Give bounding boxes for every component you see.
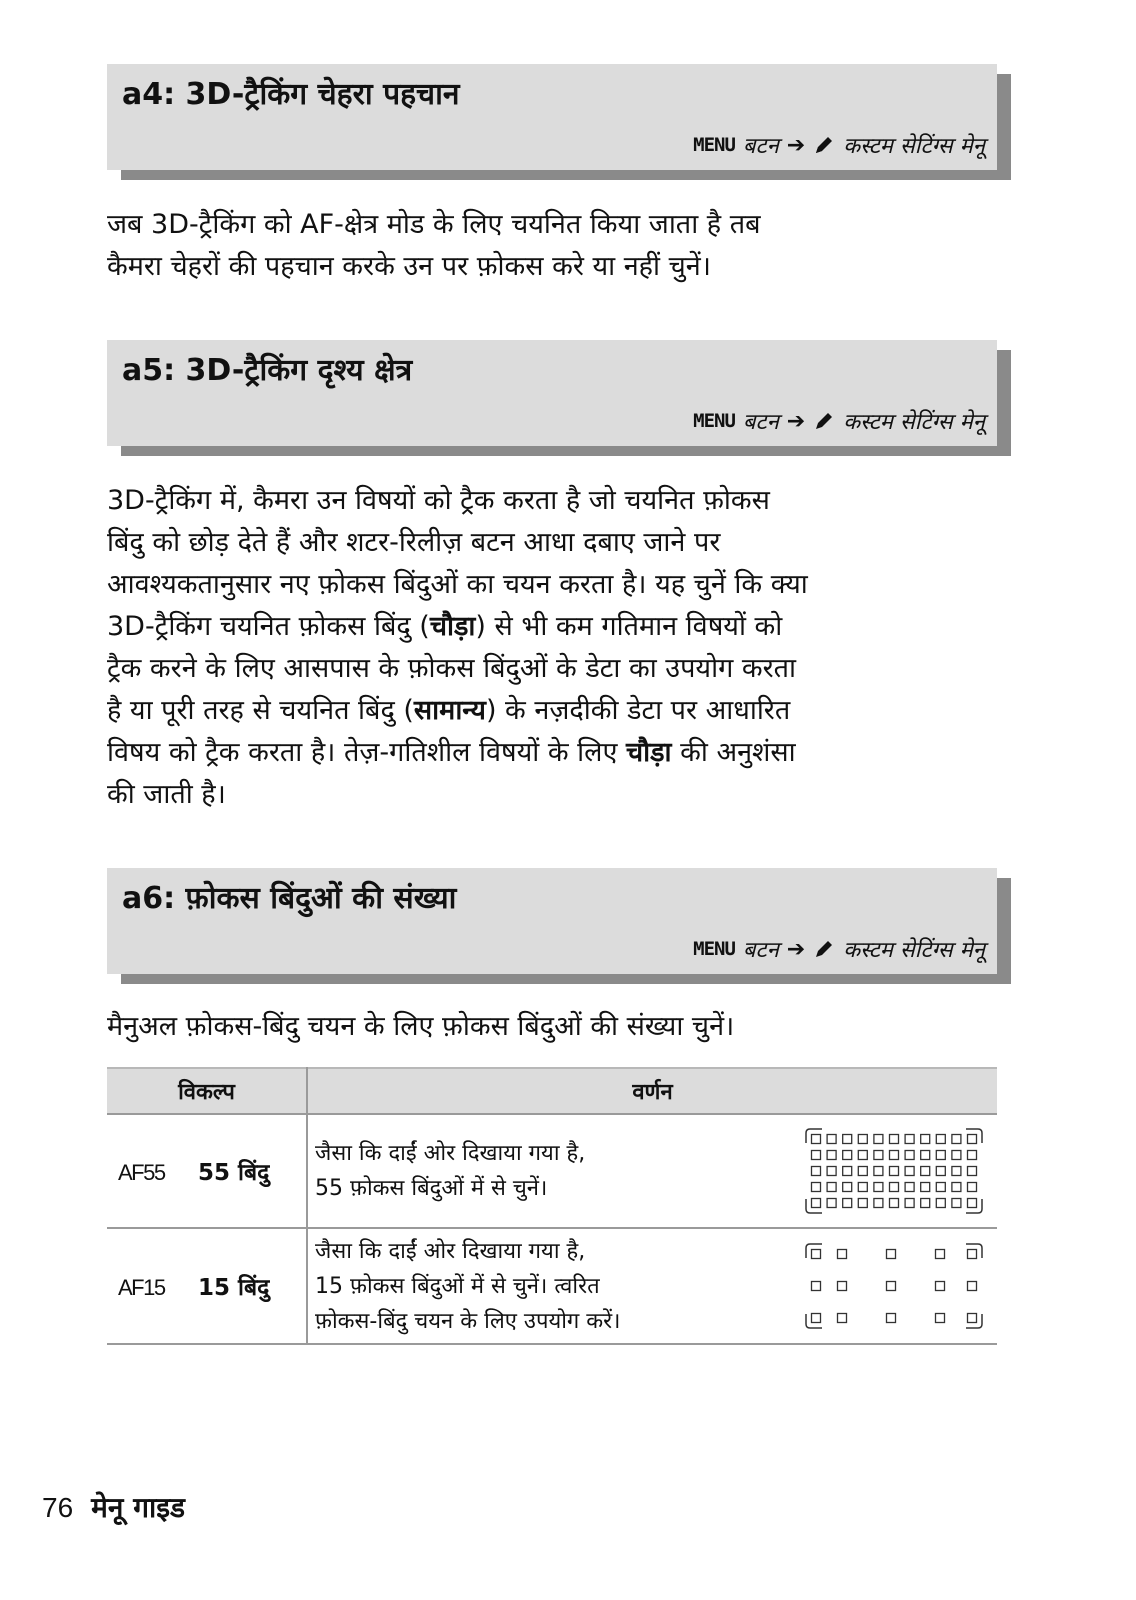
custom-settings-menu-label: कस्टम सेटिंग्स मेनू	[843, 134, 985, 159]
focus-point	[858, 1135, 867, 1144]
focus-point	[921, 1167, 930, 1176]
section-body-a4	[107, 204, 1007, 288]
viewfinder-bracket	[806, 1199, 822, 1213]
focus-point	[890, 1135, 899, 1144]
menu-key-label: MENU	[693, 134, 735, 156]
description-cell	[307, 1114, 795, 1228]
body-line: ट्रैक करने के लिए आसपास के फ़ोकस बिंदुओं के डेटा का उपयोग करता	[107, 653, 797, 684]
description-line: 55 फ़ोकस बिंदुओं में से चुनें।	[315, 1176, 548, 1201]
body-line: बिंदु को छोड़ देते हैं और शटर-रिलीज़ बटन आधा दबाए जाने पर	[107, 527, 721, 558]
body-line: जब 3D-ट्रैकिंग को AF-क्षेत्र मोड के लिए चयनित किया जाता है तब	[107, 209, 761, 240]
description-line: जैसा कि दाईं ओर दिखाया गया है,	[315, 1238, 586, 1264]
pencil-icon	[813, 134, 835, 156]
option-normal: सामान्य	[413, 695, 486, 726]
arrow-icon: ➔	[786, 936, 806, 962]
header-box	[107, 64, 997, 170]
viewfinder-bracket	[966, 1314, 982, 1328]
focus-point	[968, 1282, 977, 1291]
custom-settings-menu-label: कस्टम सेटिंग्स मेनू	[843, 938, 985, 963]
focus-point	[936, 1183, 945, 1192]
options-table	[107, 1067, 997, 1345]
description-cell	[307, 1228, 795, 1344]
body-line: आवश्यकतानुसार नए फ़ोकस बिंदुओं का चयन करता है। यह चुनें कि क्या	[107, 569, 808, 600]
focus-point	[968, 1199, 977, 1208]
focus-point	[827, 1167, 836, 1176]
focus-point	[812, 1314, 821, 1323]
focus-point	[952, 1199, 961, 1208]
table-header-row	[107, 1068, 997, 1114]
viewfinder-bracket	[806, 1314, 822, 1328]
focus-point	[874, 1199, 883, 1208]
focus-point	[812, 1282, 821, 1291]
focus-point	[887, 1250, 896, 1259]
viewfinder-bracket	[966, 1244, 982, 1258]
header-box	[107, 340, 997, 446]
section-header-a5	[107, 340, 997, 446]
focus-point	[968, 1183, 977, 1192]
column-header-option: विकल्प	[107, 1068, 307, 1114]
menu-path	[693, 406, 985, 436]
focus-point	[968, 1167, 977, 1176]
focus-point	[874, 1151, 883, 1160]
focus-point	[827, 1135, 836, 1144]
focus-point	[936, 1282, 945, 1291]
menu-key-label: MENU	[693, 410, 735, 432]
custom-settings-menu-label: कस्टम सेटिंग्स मेनू	[843, 410, 985, 435]
af55-grid-icon	[796, 1125, 992, 1217]
body-line: है या पूरी तरह से चयनित बिंदु (सामान्य) के नज़दीकी डेटा पर आधारित	[107, 695, 791, 726]
table-row	[107, 1228, 997, 1344]
focus-point	[843, 1167, 852, 1176]
focus-point	[827, 1199, 836, 1208]
arrow-icon: ➔	[786, 132, 806, 158]
section-title: a4: 3D-ट्रैकिंग चेहरा पहचान	[122, 77, 460, 112]
focus-point	[858, 1151, 867, 1160]
illustration-cell	[795, 1228, 997, 1344]
menu-path	[693, 130, 985, 160]
illustration-cell	[795, 1114, 997, 1228]
focus-point	[827, 1183, 836, 1192]
section-body-a6	[107, 1006, 1007, 1048]
option-wide: चौड़ा	[625, 737, 672, 768]
option-name: 55 बिंदु	[198, 1160, 270, 1186]
focus-point	[838, 1250, 847, 1259]
focus-point	[968, 1250, 977, 1259]
focus-point	[858, 1199, 867, 1208]
focus-point	[905, 1135, 914, 1144]
focus-point	[968, 1135, 977, 1144]
focus-point	[952, 1151, 961, 1160]
focus-point	[936, 1250, 945, 1259]
arrow-icon: ➔	[786, 408, 806, 434]
section-header-a6	[107, 868, 997, 974]
option-cell	[107, 1228, 307, 1344]
menu-key-label: MENU	[693, 938, 735, 960]
af15-grid-icon	[796, 1240, 992, 1332]
button-label: बटन	[742, 938, 779, 963]
focus-point	[936, 1151, 945, 1160]
focus-point	[936, 1135, 945, 1144]
option-cell	[107, 1114, 307, 1228]
focus-point	[905, 1183, 914, 1192]
focus-point	[874, 1135, 883, 1144]
body-line: विषय को ट्रैक करता है। तेज़-गतिशील विषयों के लिए चौड़ा की अनुशंसा	[107, 737, 796, 768]
focus-point	[843, 1151, 852, 1160]
viewfinder-bracket	[806, 1129, 822, 1143]
focus-point	[812, 1135, 821, 1144]
pencil-icon	[813, 410, 835, 432]
header-box	[107, 868, 997, 974]
focus-point	[905, 1199, 914, 1208]
focus-point	[838, 1282, 847, 1291]
section-title: a5: 3D-ट्रैकिंग दृश्य क्षेत्र	[122, 353, 413, 388]
focus-point	[887, 1314, 896, 1323]
focus-point	[843, 1199, 852, 1208]
menu-path	[693, 934, 985, 964]
focus-point	[905, 1151, 914, 1160]
section-body-a5	[107, 480, 1007, 816]
description-line: जैसा कि दाईं ओर दिखाया गया है,	[315, 1141, 586, 1166]
focus-point	[921, 1183, 930, 1192]
viewfinder-bracket	[966, 1129, 982, 1143]
focus-point	[968, 1314, 977, 1323]
focus-point	[887, 1282, 896, 1291]
focus-point	[921, 1135, 930, 1144]
page-number: 76	[42, 1492, 74, 1523]
focus-point	[890, 1167, 899, 1176]
focus-point	[890, 1151, 899, 1160]
button-label: बटन	[742, 410, 779, 435]
focus-point	[905, 1167, 914, 1176]
option-code: AF55	[118, 1160, 165, 1185]
focus-point	[890, 1183, 899, 1192]
guide-title: मेनू गाइड	[91, 1491, 185, 1524]
option-name: 15 बिंदु	[198, 1275, 270, 1301]
focus-point	[952, 1183, 961, 1192]
body-line: मैनुअल फ़ोकस-बिंदु चयन के लिए फ़ोकस बिंदुओं की संख्या चुनें।	[107, 1011, 735, 1042]
focus-point	[952, 1135, 961, 1144]
focus-point	[874, 1167, 883, 1176]
focus-point	[812, 1183, 821, 1192]
viewfinder-bracket	[806, 1244, 822, 1258]
description-line: फ़ोकस-बिंदु चयन के लिए उपयोग करें।	[315, 1308, 621, 1334]
focus-point	[921, 1199, 930, 1208]
focus-point	[843, 1183, 852, 1192]
focus-point	[952, 1167, 961, 1176]
description-line: 15 फ़ोकस बिंदुओं में से चुनें। त्वरित	[315, 1273, 600, 1299]
focus-point	[858, 1167, 867, 1176]
focus-point	[858, 1183, 867, 1192]
section-title: a6: फ़ोकस बिंदुओं की संख्या	[122, 881, 457, 916]
body-line: 3D-ट्रैकिंग चयनित फ़ोकस बिंदु (चौड़ा) से भी कम गतिमान विषयों को	[107, 611, 783, 642]
body-line: 3D-ट्रैकिंग में, कैमरा उन विषयों को ट्रैक करता है जो चयनित फ़ोकस	[107, 485, 770, 516]
table-row	[107, 1114, 997, 1228]
focus-point	[936, 1199, 945, 1208]
focus-point	[936, 1167, 945, 1176]
focus-point	[812, 1250, 821, 1259]
button-label: बटन	[742, 134, 779, 159]
focus-point	[890, 1199, 899, 1208]
focus-point	[843, 1135, 852, 1144]
option-wide: चौड़ा	[429, 611, 476, 642]
column-header-description: वर्णन	[307, 1068, 997, 1114]
pencil-icon	[813, 938, 835, 960]
focus-point	[838, 1314, 847, 1323]
focus-point	[936, 1314, 945, 1323]
focus-point	[827, 1151, 836, 1160]
section-header-a4	[107, 64, 997, 170]
page-footer	[42, 1488, 185, 1526]
focus-point	[812, 1151, 821, 1160]
body-line: की जाती है।	[107, 779, 226, 810]
body-line: कैमरा चेहरों की पहचान करके उन पर फ़ोकस करे या नहीं चुनें।	[107, 251, 711, 282]
focus-point	[812, 1167, 821, 1176]
viewfinder-bracket	[966, 1199, 982, 1213]
focus-point	[921, 1151, 930, 1160]
focus-point	[968, 1151, 977, 1160]
focus-point	[874, 1183, 883, 1192]
focus-point	[812, 1199, 821, 1208]
option-code: AF15	[118, 1275, 165, 1300]
